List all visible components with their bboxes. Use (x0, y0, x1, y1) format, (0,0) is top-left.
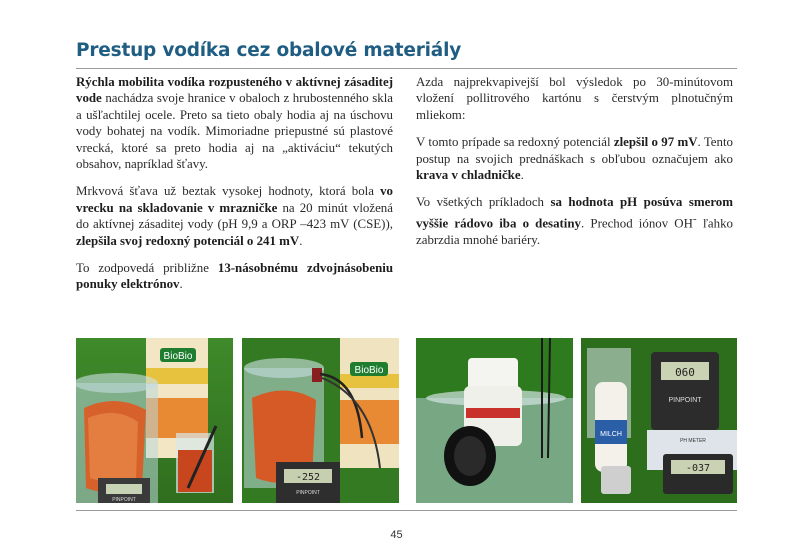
text-run: Mrkvová šťava už beztak vysokej hodnoty, ktorá bola (76, 184, 381, 199)
text-run: . (299, 233, 303, 248)
text-run: nachádza svoje hranice v obaloch z hrubostenného skla a ušľachtilej ocele. Preto sa tieto obaly hodia aj na úschovu vody bohatej na vodík. Mimoriadne priepustné sú plastové vrecká, ktoré sa preto hodia aj na „aktiváciu“ tekutých obsahov, napríklad šťavy. (76, 91, 393, 172)
bold-run: krava v chladničke (416, 168, 521, 183)
bold-run: zlepšil o 97 mV (613, 135, 698, 150)
photo-milk-meters (581, 338, 737, 503)
photo-carrot-juice-bag (76, 338, 233, 503)
paragraph (416, 74, 733, 123)
ph-meter-label: PH METER (680, 438, 706, 444)
left-text-column (76, 74, 393, 304)
paragraph (416, 194, 733, 248)
meter-display-top: 060 (675, 366, 695, 379)
milk-label: MILCH (600, 431, 622, 438)
text-run: Azda najprekvapivejší bol výsledok po 30-minútovom vložení pollitrového kartónu s čerstvým plnotučným mliekom: (416, 75, 733, 122)
text-run: . (520, 168, 524, 183)
meter-display: -252 (295, 472, 321, 483)
text-run: . Tento postup na svojich prednáškach s obľubou označujem ako (416, 135, 733, 166)
text-run: - (692, 212, 697, 225)
paragraph (76, 260, 393, 293)
paragraph (76, 74, 393, 172)
bold-run: vo vrecku na skladovanie v mrazničke (76, 184, 393, 215)
text-run: To zodpovedá približne (76, 261, 218, 276)
right-text-column (416, 74, 733, 259)
bold-run: zlepšila svoj redoxný potenciál o 241 mV (76, 233, 300, 248)
meter-brand: PINPOINT (668, 397, 702, 404)
footer-rule (76, 510, 737, 511)
text-run: . (179, 277, 183, 292)
text-run: ľahko zabrzdia mnohé bariéry. (416, 216, 733, 247)
text-run: . Prechod iónov OH (581, 216, 693, 231)
text-run: na 20 minút vložená do aktívnej zásaditej vody (pH 9,9 a ORP –423 mV (CSE)), (76, 200, 393, 232)
paragraph (416, 134, 733, 183)
meter-display-bottom: -037 (685, 463, 711, 474)
carton-brand: BioBio (163, 351, 193, 362)
bold-run: sa hodnota pH posúva smerom vyššie rádovo iba o desatiny (416, 195, 733, 231)
meter-label: PINPOINT (296, 490, 320, 496)
page-number: 45 (390, 529, 403, 541)
section-title: Prestup vodíka cez obalové materiály (76, 40, 462, 61)
text-run: V tomto prípade sa redoxný potenciál (416, 135, 614, 150)
carton-brand: BioBio (354, 365, 384, 376)
title-rule (76, 68, 737, 69)
paragraph (76, 183, 393, 249)
photo-milk-in-water (416, 338, 573, 503)
photo-carrot-juice-meter (242, 338, 399, 503)
bold-run: Rýchla mobilita vodíka rozpusteného v aktívnej zásaditej vode (76, 75, 393, 106)
text-run: Vo všetkých príkladoch (416, 195, 551, 210)
bold-run: 13-násobnému zdvojnásobeniu ponuky elektrónov (76, 261, 393, 292)
meter-label: PINPOINT (112, 497, 136, 503)
